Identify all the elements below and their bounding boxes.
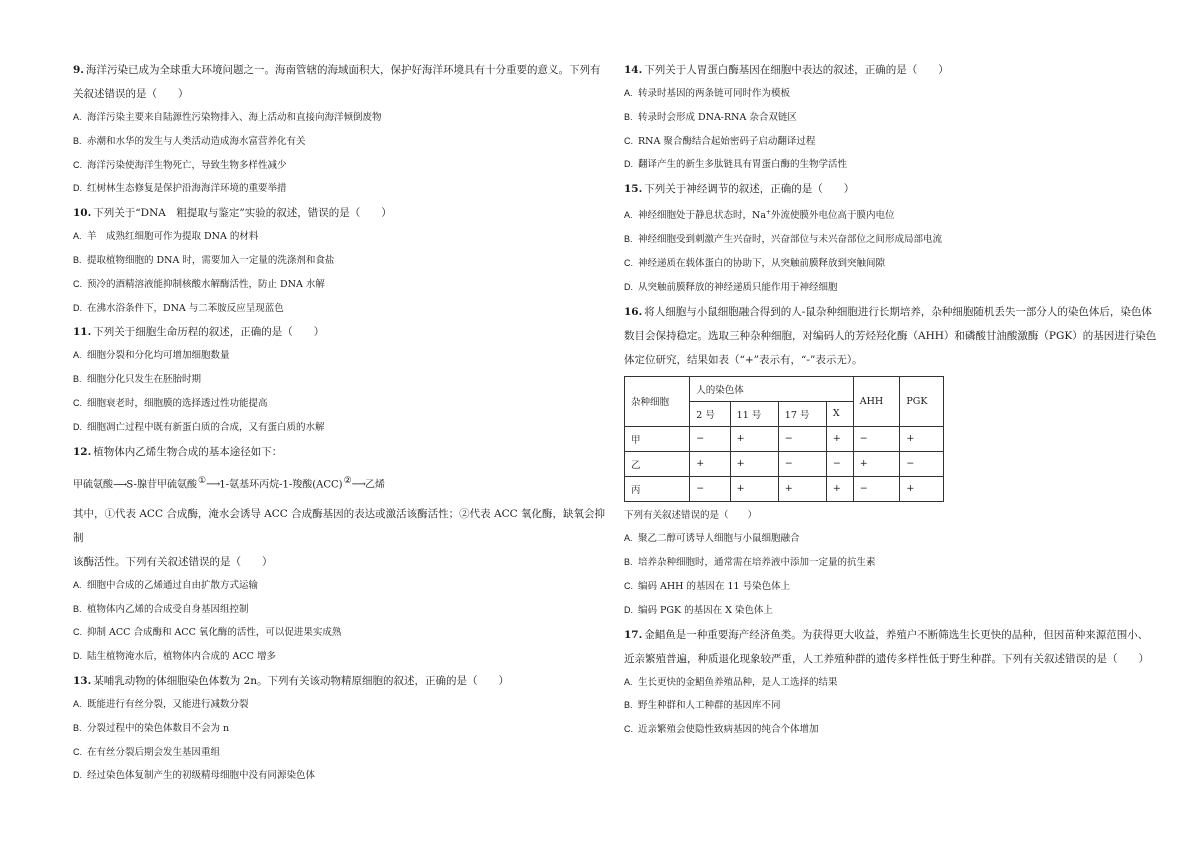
table-subheader-cell: 17 号 (778, 401, 826, 426)
table-cell: − (853, 426, 900, 451)
question-11-option-a: A. 细胞分裂和分化均可增加细胞数量 (73, 350, 230, 362)
table-header-pgk: PGK (900, 376, 944, 426)
table-header-ahh: AHH (853, 376, 900, 426)
question-13-option-b: B. 分裂过程中的染色体数目不会为 n (73, 722, 230, 734)
pathway-product: 乙烯 (365, 478, 385, 490)
question-12-description-cont: 该酶活性。下列有关叙述错误的是（ ） (73, 555, 273, 568)
left-column (73, 58, 608, 788)
table-cell: + (690, 451, 730, 476)
table-cell: + (826, 426, 853, 451)
ethylene-pathway-equation (73, 466, 608, 500)
question-16-prompt: 下列有关叙述错误的是（ ） (624, 509, 758, 521)
question-17-option-b: B. 野生种群和人工种群的基因库不同 (624, 700, 781, 712)
table-row (625, 476, 944, 501)
table-subheader-cell: 2 号 (690, 401, 730, 426)
table-header-row (625, 376, 944, 401)
question-10-option-a: A. 羊 成熟红细胞可作为提取 DNA 的材料 (73, 231, 259, 243)
pathway-mark-2: ② (343, 475, 351, 486)
table-cell: + (730, 451, 778, 476)
table-cell: 乙 (625, 451, 690, 476)
question-16-stem: 16. 将人细胞与小鼠细胞融合得到的人-鼠杂种细胞进行长期培养，杂种细胞随机丢失一部分人的染色体后，染色体 (624, 305, 1152, 318)
question-9-option-a: A. 海洋污染主要来自陆源性污染物排入、海上活动和直接向海洋倾倒废物 (73, 112, 382, 123)
arrow-icon: ①⟶ (197, 475, 220, 490)
pathway-substrate-1: 甲硫氨酸 (73, 478, 113, 490)
question-11-stem: 11. 下列关于细胞生命历程的叙述，正确的是（ ） (73, 326, 325, 339)
pathway-substrate-2: S-腺苷甲硫氨酸 (126, 478, 197, 490)
question-16-option-d: D. 编码 PGK 的基因在 X 染色体上 (624, 604, 773, 616)
question-14-option-c: C. RNA 聚合酶结合起始密码子启动翻译过程 (624, 135, 816, 147)
table-cell: + (778, 476, 826, 501)
question-17-stem-cont: 近亲繁殖普遍，种质退化现象较严重，人工养殖种群的遗传多样性低于野生种群。下列有关叙述错误的是（ ） (624, 652, 1149, 665)
question-10-stem: 10. 下列关于“DNA 粗提取与鉴定”实验的叙述，错误的是（ ） (73, 207, 392, 220)
question-16-stem-cont-2: 体定位研究，结果如表（“+”表示有，“-”表示无）。 (624, 353, 863, 366)
question-16-option-b: B. 培养杂种细胞时，通常需在培养液中添加一定量的抗生素 (624, 557, 876, 569)
question-12-option-c: C. 抑制 ACC 合成酶和 ACC 氧化酶的活性，可以促进果实成熟 (73, 627, 342, 639)
question-15-option-b: B. 神经细胞受到刺激产生兴奋时，兴奋部位与未兴奋部位之间形成局部电流 (624, 234, 943, 246)
question-15-option-a: A. 神经细胞处于静息状态时，Na+外流使膜外电位高于膜内电位 (624, 209, 895, 222)
table-cell: + (730, 476, 778, 501)
question-9-option-b: B. 赤潮和水华的发生与人类活动造成海水富营养化有关 (73, 135, 306, 147)
question-13-stem: 13. 某哺乳动物的体细胞染色体数为 2n。下列有关该动物精原细胞的叙述，正确的是（ ） (73, 675, 510, 688)
question-12-option-d: D. 陆生植物淹水后，植物体内合成的 ACC 增多 (73, 651, 276, 663)
table-cell: + (826, 476, 853, 501)
table-cell: − (778, 451, 826, 476)
right-column (624, 58, 1159, 742)
question-12-stem: 12. 植物体内乙烯生物合成的基本途径如下： (73, 445, 283, 458)
pathway-substrate-3: 1-氨基环丙烷-1-羧酸(ACC) (219, 478, 343, 490)
question-11-option-b: B. 细胞分化只发生在胚胎时期 (73, 374, 202, 386)
table-subheader-cell: X (826, 401, 853, 426)
table-subheader-cell: 11 号 (730, 401, 778, 426)
question-15-stem: 15. 下列关于神经调节的叙述，正确的是（ ） (624, 183, 855, 196)
question-16-option-c: C. 编码 AHH 的基因在 11 号染色体上 (624, 580, 791, 592)
question-10-option-d: D. 在沸水浴条件下，DNA 与二苯胺反应呈现蓝色 (73, 302, 284, 314)
question-17-stem: 17. 金鲳鱼是一种重要海产经济鱼类。为获得更大收益，养殖户不断筛选生长更快的品种，但因苗种来源范围小、 (624, 628, 1149, 641)
pathway-mark-1: ① (197, 475, 206, 486)
question-9-option-d: D. 红树林生态修复是保护沿海海洋环境的重要举措 (73, 183, 287, 195)
question-14-option-b: B. 转录时会形成 DNA-RNA 杂合双链区 (624, 111, 797, 123)
question-13-option-d: D. 经过染色体复制产生的初级精母细胞中没有同源染色体 (73, 770, 316, 782)
table-cell: + (853, 451, 900, 476)
table-cell: + (900, 426, 944, 451)
question-16-option-a: A. 聚乙二醇可诱导人细胞与小鼠细胞融合 (624, 533, 800, 545)
chromosome-table (624, 376, 944, 502)
question-10-option-c: C. 预冷的酒精溶液能抑制核酸水解酶活性，防止 DNA 水解 (73, 278, 325, 290)
question-17-option-a: A. 生长更快的金鲳鱼养殖品种，是人工选择的结果 (624, 676, 838, 688)
table-cell: − (690, 476, 730, 501)
question-14-stem: 14. 下列关于人胃蛋白酶基因在细胞中表达的叙述，正确的是（ ） (624, 64, 949, 76)
question-13-option-c: C. 在有丝分裂后期会发生基因重组 (73, 746, 221, 758)
question-15-option-c: C. 神经递质在载体蛋白的协助下，从突触前膜释放到突触间隙 (624, 257, 886, 269)
table-cell: 甲 (625, 426, 690, 451)
table-cell: + (900, 476, 944, 501)
arrow-icon: ⟶ (113, 478, 127, 490)
table-header-chromosome: 人的染色体 (690, 376, 853, 401)
question-11-option-d: D. 细胞凋亡过程中既有新蛋白质的合成，又有蛋白质的水解 (73, 421, 325, 433)
table-cell: − (778, 426, 826, 451)
table-cell: − (826, 451, 853, 476)
table-header-cell-type: 杂种细胞 (625, 376, 690, 426)
table-cell: + (730, 426, 778, 451)
arrow-icon: ②⟶ (343, 475, 365, 490)
question-14-option-d: D. 翻译产生的新生多肽链具有胃蛋白酶的生物学活性 (624, 159, 848, 171)
question-10-option-b: B. 提取植物细胞的 DNA 时，需要加入一定量的洗涤剂和食盐 (73, 254, 335, 266)
question-12-description: 其中，①代表 ACC 合成酶，淹水会诱导 ACC 合成酶基因的表达或激活该酶活性；②代表 ACC 氧化酶，缺氧会抑制 (73, 507, 605, 544)
table-cell: − (900, 451, 944, 476)
question-17-option-c: C. 近亲繁殖会使隐性致病基因的纯合个体增加 (624, 724, 819, 736)
question-9-stem-cont: 关叙述错误的是（ ） (73, 88, 189, 100)
question-14-option-a: A. 转录时基因的两条链可同时作为模板 (624, 88, 791, 99)
question-9-stem: 9. 海洋污染已成为全球重大环境问题之一。海南管辖的海域面积大，保护好海洋环境具有十分重要的意义。下列有 (73, 64, 601, 76)
table-row (625, 451, 944, 476)
table-row (625, 426, 944, 451)
question-12-option-a: A. 细胞中合成的乙烯通过自由扩散方式运输 (73, 579, 259, 591)
table-cell: − (853, 476, 900, 501)
question-9-option-c: C. 海洋污染使海洋生物死亡，导致生物多样性减少 (73, 159, 287, 171)
question-13-option-a: A. 既能进行有丝分裂，又能进行减数分裂 (73, 699, 249, 711)
question-16-stem-cont-1: 数目会保持稳定。选取三种杂种细胞，对编码人的芳烃羟化酶（AHH）和磷酸甘油酸激酶（PGK）的基因进行染色 (624, 329, 1157, 342)
question-11-option-c: C. 细胞衰老时，细胞膜的选择透过性功能提高 (73, 397, 268, 409)
question-15-option-d: D. 从突触前膜释放的神经递质只能作用于神经细胞 (624, 281, 838, 293)
table-cell: 丙 (625, 476, 690, 501)
table-cell: − (690, 426, 730, 451)
question-12-option-b: B. 植物体内乙烯的合成受自身基因组控制 (73, 603, 249, 615)
